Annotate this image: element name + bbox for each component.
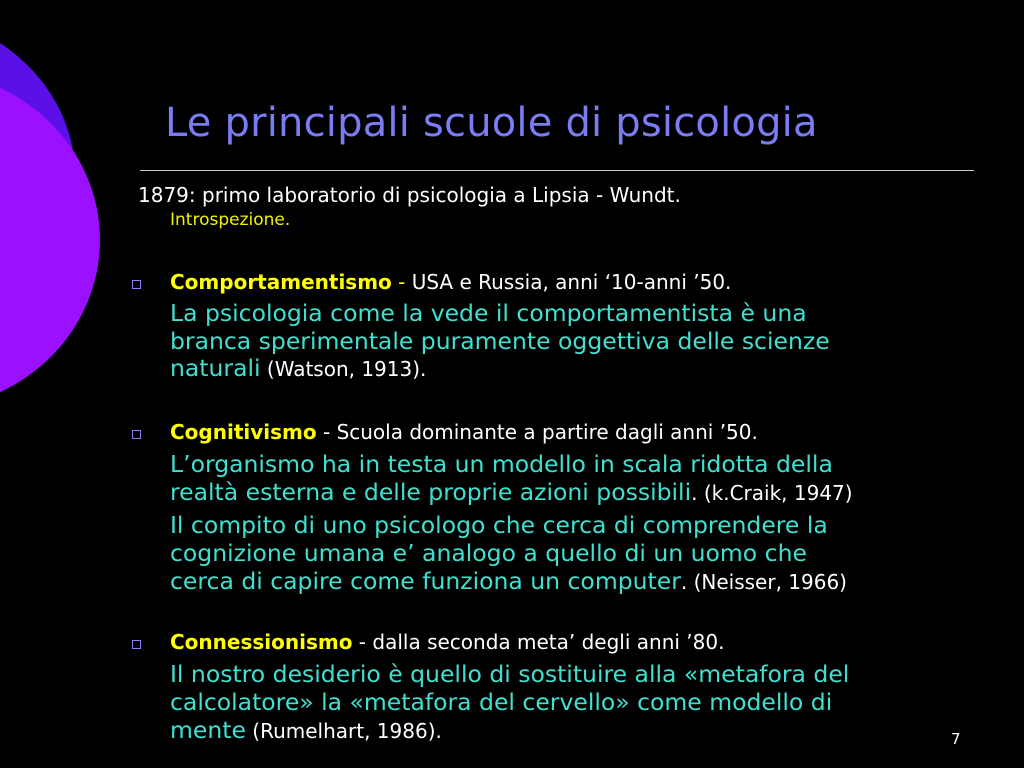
section-dash: - xyxy=(316,420,337,444)
quote-line: Il nostro desiderio è quello di sostituire alla «metafora del xyxy=(170,660,850,688)
quote-line-with-cite xyxy=(170,478,853,506)
bullet-icon xyxy=(132,640,141,649)
section-desc: Scuola dominante a partire dagli anni ’50. xyxy=(336,420,758,444)
quote-line-with-cite xyxy=(170,716,442,744)
section-keyword: Connessionismo xyxy=(170,630,353,654)
section-heading-comportamentismo xyxy=(170,272,731,292)
quote-line: cognizione umana e’ analogo a quello di un uomo che xyxy=(170,539,807,567)
slide-title: Le principali scuole di psicologia xyxy=(165,100,818,146)
quote-line: naturali xyxy=(170,354,261,382)
quote-line-with-cite xyxy=(170,354,427,382)
bullet-icon xyxy=(132,280,141,289)
quote-line: mente xyxy=(170,716,246,744)
quote-line: realtà esterna e delle proprie azioni possibili xyxy=(170,478,692,506)
section-heading-connessionismo xyxy=(170,632,724,652)
section-dash: - xyxy=(391,270,412,294)
quote-line: Il compito di uno psicologo che cerca di comprendere la xyxy=(170,511,828,539)
section-dash: - xyxy=(352,630,373,654)
section-desc: dalla seconda meta’ degli anni ’80. xyxy=(372,630,725,654)
bullet-icon xyxy=(132,430,141,439)
intro-text: 1879: primo laboratorio di psicologia a Lipsia - Wundt. xyxy=(138,183,681,207)
slide-number: 7 xyxy=(951,730,961,748)
quote-citation: . (k.Craik, 1947) xyxy=(691,481,853,505)
quote-line: branca sperimentale puramente oggettiva delle scienze xyxy=(170,327,830,355)
quote-line: La psicologia come la vede il comportamentista è una xyxy=(170,299,807,327)
title-divider xyxy=(140,170,974,171)
quote-line: calcolatore» la «metafora del cervello» come modello di xyxy=(170,688,833,716)
section-heading-cognitivismo xyxy=(170,422,758,442)
section-keyword: Cognitivismo xyxy=(170,420,317,444)
quote-line: L’organismo ha in testa un modello in scala ridotta della xyxy=(170,450,833,478)
section-keyword: Comportamentismo xyxy=(170,270,392,294)
quote-citation: (Rumelhart, 1986). xyxy=(245,719,442,743)
quote-line-with-cite xyxy=(170,567,847,595)
quote-citation: (Watson, 1913). xyxy=(260,357,427,381)
section-desc: USA e Russia, anni ‘10-anni ’50. xyxy=(411,270,732,294)
quote-citation: . (Neisser, 1966) xyxy=(680,570,847,594)
quote-line: cerca di capire come funziona un computer xyxy=(170,567,681,595)
intro-subtext: Introspezione. xyxy=(170,210,291,230)
